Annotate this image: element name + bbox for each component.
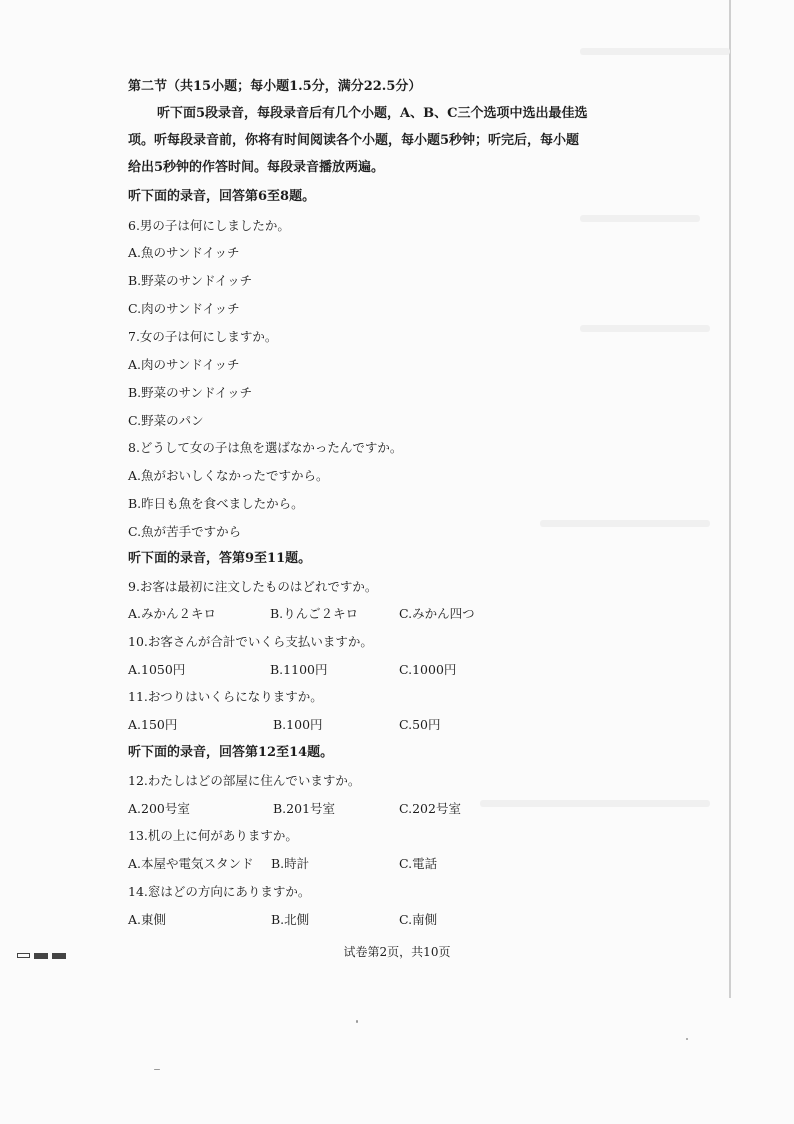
question-stem: 11.おつりはいくらになりますか。 [128,689,323,704]
group-prompt: 听下面的录音，回答第12至14题。 [128,745,334,760]
answer-option: C.魚が苦手ですから [128,524,242,539]
answer-option: C.202号室 [399,801,461,816]
question-stem: 10.お客さんが合計でいくら支払いますか。 [128,634,373,649]
registration-marks [17,953,66,959]
bleed-through [580,48,730,55]
answer-option: B.100円 [273,717,323,732]
answer-option: B.りんご２キロ [270,606,359,621]
instruction-line: 听下面5段录音，每段录音后有几个小题，A、B、C三个选项中选出最佳选 [157,106,588,121]
scan-speck [154,1069,160,1070]
answer-option: C.電話 [399,856,438,871]
answer-option: C.1000円 [399,662,457,677]
answer-option: A.200号室 [128,801,190,816]
question-stem: 14.窓はどの方向にありますか。 [128,884,311,899]
question-stem: 6.男の子は何にしましたか。 [128,218,290,233]
bleed-through [480,800,710,807]
instruction-line: 项。听每段录音前，你将有时间阅读各个小题，每小题5秒钟；听完后，每小题 [128,133,580,148]
question-stem: 8.どうして女の子は魚を選ばなかったんですか。 [128,440,403,455]
registration-mark [17,953,30,958]
answer-option: A.魚がおいしくなかったですから。 [128,468,329,483]
page-footer: 试卷第2页，共10页 [343,945,451,959]
registration-mark [34,953,48,959]
page-edge-line [729,0,731,998]
scan-speck [686,1038,688,1040]
answer-option: C.肉のサンドイッチ [128,301,240,316]
answer-option: B.1100円 [270,662,328,677]
registration-mark [52,953,66,959]
answer-option: B.野菜のサンドイッチ [128,273,253,288]
answer-option: A.150円 [128,717,178,732]
scan-speck [356,1020,358,1023]
answer-option: C.野菜のパン [128,413,204,428]
answer-option: A.東側 [128,912,167,927]
section-heading: 第二节（共15小题；每小题1.5分，满分22.5分） [128,79,422,94]
bleed-through [580,215,700,222]
answer-option: C.南側 [399,912,438,927]
answer-option: B.201号室 [273,801,336,816]
answer-option: A.本屋や電気スタンド [128,856,254,871]
answer-option: B.昨日も魚を食べましたから。 [128,496,304,511]
answer-option: A.みかん２キロ [128,606,217,621]
answer-option: B.野菜のサンドイッチ [128,385,253,400]
group-prompt: 听下面的录音，回答第6至8题。 [128,189,316,204]
answer-option: C.みかん四つ [399,606,475,621]
question-stem: 13.机の上に何がありますか。 [128,828,298,843]
question-stem: 9.お客は最初に注文したものはどれですか。 [128,579,378,594]
question-stem: 12.わたしはどの部屋に住んでいますか。 [128,773,361,788]
group-prompt: 听下面的录音，答第9至11题。 [128,551,312,566]
instruction-line: 给出5秒钟的作答时间。每段录音播放两遍。 [128,160,385,175]
answer-option: B.北側 [271,912,310,927]
bleed-through [580,325,710,332]
answer-option: C.50円 [399,717,441,732]
answer-option: A.肉のサンドイッチ [128,357,240,372]
answer-option: A.1050円 [128,662,186,677]
answer-option: B.時計 [271,856,310,871]
bleed-through [540,520,710,527]
answer-option: A.魚のサンドイッチ [128,245,240,260]
question-stem: 7.女の子は何にしますか。 [128,329,278,344]
